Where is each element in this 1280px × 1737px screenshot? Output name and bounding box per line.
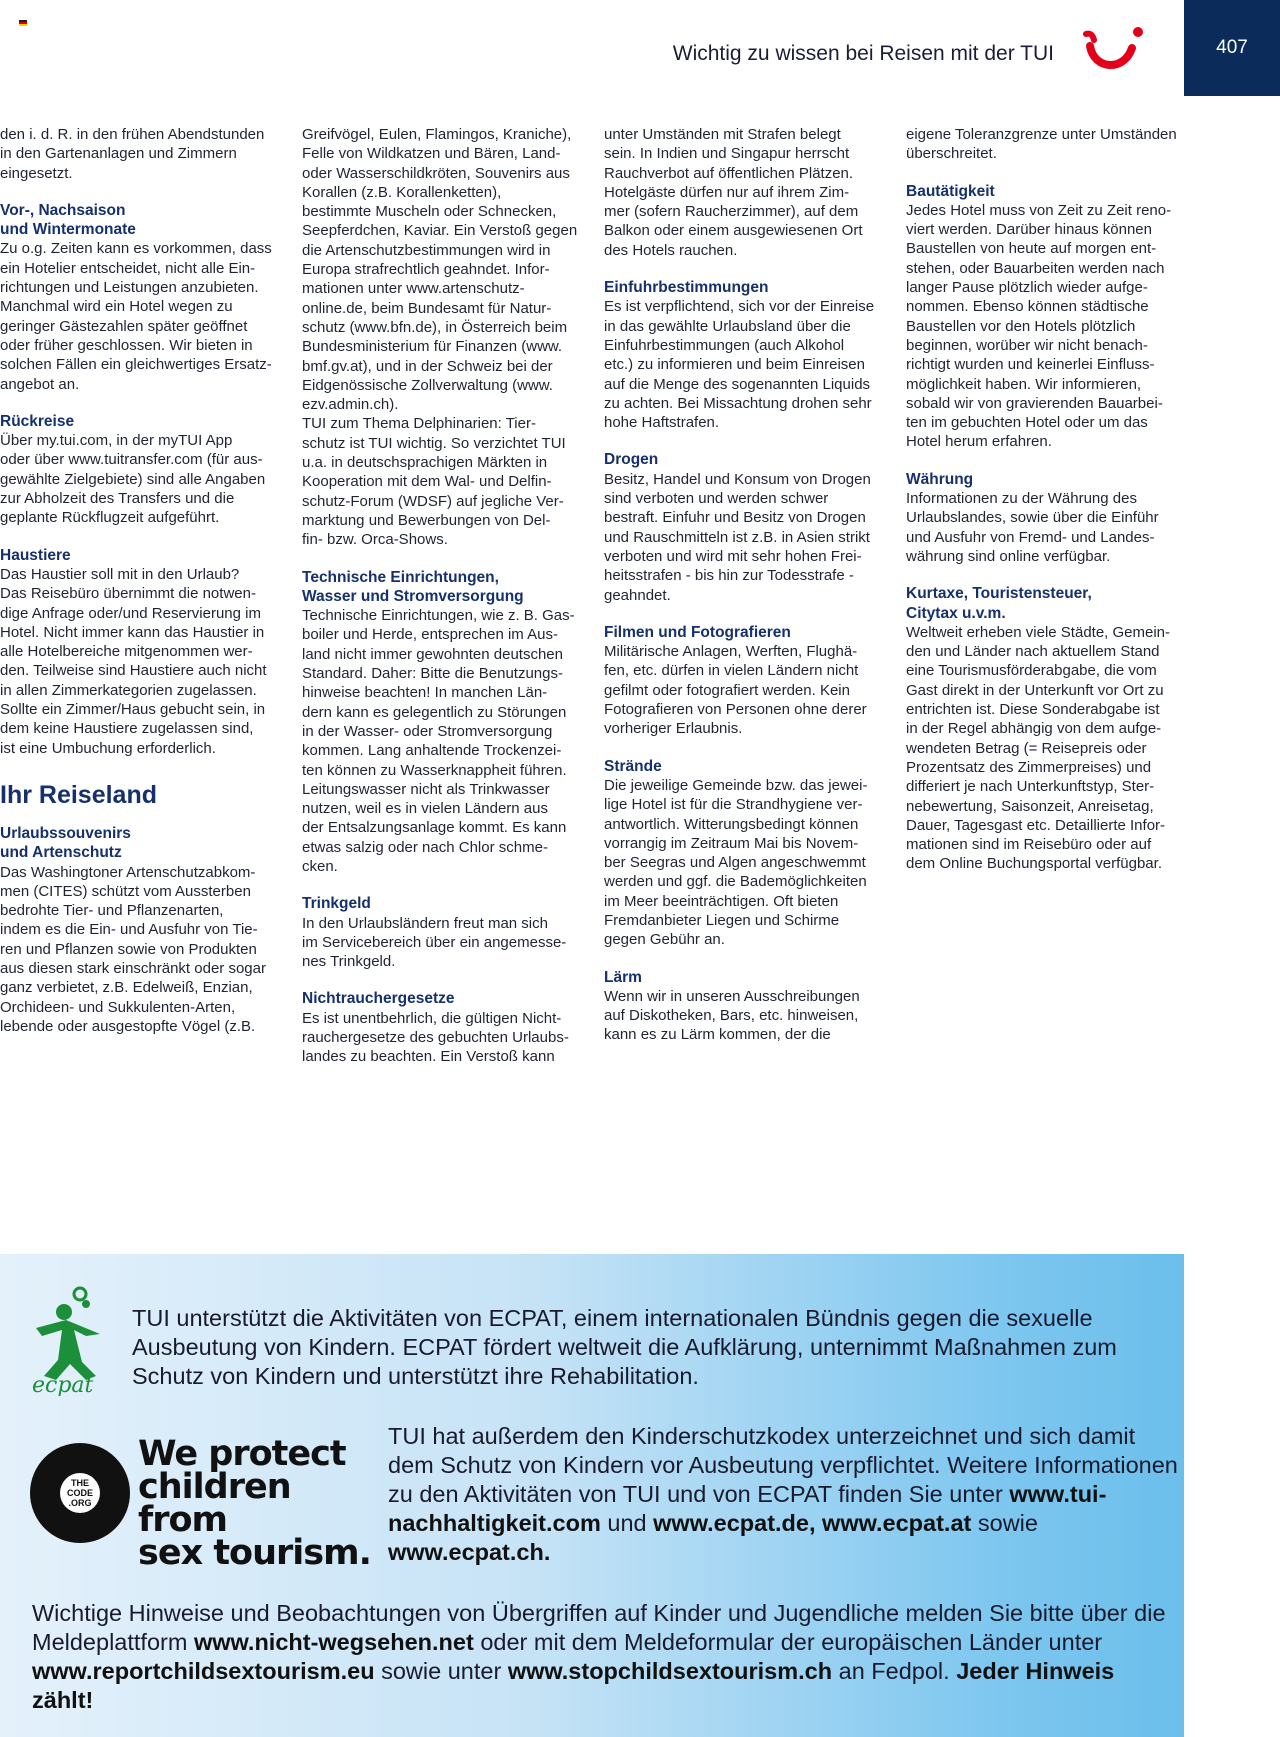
tui-logo-icon <box>1080 20 1152 80</box>
kodex-text-sowie: sowie <box>971 1510 1038 1536</box>
text-column-4 <box>906 125 1188 892</box>
meldung-hinweise-text <box>32 1599 1172 1715</box>
section-heading: Vor-, Nachsaison und Wintermonate <box>0 201 136 239</box>
page-number: 407 <box>1184 0 1280 96</box>
body-paragraph: den i. d. R. in den frühen Abendstunden in den Gartenanlagen und Zimmern eingesetzt. <box>0 126 265 182</box>
body-paragraph: Technische Einrichtungen, wie z. B. Gas- boiler und Herde, entsprechen im Aus- land nicht immer gewohnten deutschen Standard. Daher: Bitte die Benutzungs- hinweise beachten! In manchen Län- dern kann es gelegentlich zu Störungen in der Wasser- oder Stromversorgung kommen. Lang anhaltende Trockenzei- ten können zu Wasserknappheit führen. Leitungswasser nicht als Trinkwasser nutzen, weil es in vielen Ländern aus der Entsalzungsanlage kommt. Es kann etwas salzig oder nach Chlor schme- cken. <box>302 607 575 875</box>
ecpat-logo-text: ecpat <box>32 1373 94 1396</box>
section-heading: Trinkgeld <box>302 895 371 913</box>
body-paragraph: Es ist verpflichtend, sich vor der Einreise in das gewählte Urlaubsland über die Einfuhrbestimmungen (auch Alkohol etc.) zu informieren und beim Einreisen auf die Menge des sogenannten Liquids zu achten. Bei Missachtung drohen sehr hohe Haftstrafen. <box>604 298 875 432</box>
kinderschutzkodex-text <box>388 1422 1178 1567</box>
link-nicht-wegsehen[interactable]: www.nicht-wegsehen.net <box>193 1629 474 1655</box>
body-paragraph: Zu o.g. Zeiten kann es vorkommen, dass ein Hotelier entscheidet, nicht alle Ein- richtungen und Leistungen anzubieten. Manchmal wird ein Hotel wegen zu geringer Gästezahlen später geöffnet oder früher geschlossen. Wir bieten in solchen Fällen ein gleichwertiges Ersatz- angebot an. <box>0 240 272 393</box>
body-paragraph: Über my.tui.com, in der myTUI App oder über www.tuitransfer.com (für aus- gewählte Zielgebiete) sind alle Angaben zur Abholzeit des Transfers und die geplante Rückflugzeit aufgeführt. <box>0 432 266 527</box>
body-paragraph: Weltweit erheben viele Städte, Gemein- den und Länder nach aktuellem Stand eine Tourismusförderabgabe, die vom Gast direkt in der Unterkunft vor Ort zu entrichten ist. Diese Sonderabgabe ist in der Regel abhängig von dem aufge- wendeten Betrag (= Reisepreis oder Prozentsatz des Zimmerpreises) und differiert je nach Unterkunftstyp, Ster- nebewertung, Saisonzeit, Anreisetag, Dauer, Tagesgast etc. Detaillierte Infor- mationen sind im Reisebüro oder auf dem Online Buchungsportal verfügbar. <box>906 623 1171 873</box>
hinweis-text-1: Wichtige Hinweise und Beobachtungen von Übergriffen auf Kinder und Jugendliche melden Sie bitte über die Meldeplattform <box>32 1600 1166 1655</box>
body-paragraph: Wenn wir in unseren Ausschreibungen auf Diskotheken, Bars, etc. hinweisen, kann es zu Lärm kommen, der die <box>604 987 860 1044</box>
ecpat-logo-icon <box>26 1284 110 1396</box>
link-reportchildsextourism[interactable]: www.reportchildsextourism.eu <box>32 1658 375 1684</box>
body-paragraph: Das Washingtoner Artenschutzabkom- men (CITES) schützt vom Aussterben bedrohte Tier- und Pflanzenarten, indem es die Ein- und Ausfuhr von Tie- ren und Pflanzen sowie von Produkten aus diesen stark einschränkt oder sogar ganz verbietet, z.B. Edelweiß, Enzian, Orchideen- und Sukkulenten-Arten, lebende oder ausgestopfte Vögel (z.B. <box>0 863 266 1035</box>
section-heading: Urlaubssouvenirs und Artenschutz <box>0 824 131 862</box>
section-heading: Kurtaxe, Touristensteuer, Citytax u.v.m. <box>906 585 1092 622</box>
body-paragraph: Greifvögel, Eulen, Flamingos, Kraniche), Felle von Wildkatzen und Bären, Land- oder Wasserschildkröten, Souvenirs aus Korallen (z.B. Korallenketten), bestimmte Muscheln oder Schnecken, Seepferdchen, Kaviar. Ein Verstoß gegen die Artenschutzbestimmungen wird in Europa strafrechtlich geahndet. Infor- mationen unter www.artenschutz- online.de, beim Bundesamt für Natur- schutz (www.bfn.de), in Österreich beim Bundesministerium für Finanzen (www. bmf.gv.at), und in der Schweiz bei der Eidgenössische Zollverwaltung (www. ezv.admin.ch). TUI zum Thema Delphinarien: Tier- schutz ist TUI wichtig. So verzichtet TUI u.a. in deutschsprachigen Märkten in Kooperation mit dem Wal- und Delfin- schutz-Forum (WDSF) auf jegliche Ver- marktung und Bewerbungen von Del- fin- bzw. Orca-Shows. <box>302 126 578 549</box>
section-heading: Einfuhrbestimmungen <box>604 279 769 297</box>
hinweis-text-3: sowie unter <box>374 1658 508 1684</box>
slogan-line-1: We protect <box>138 1434 346 1474</box>
body-paragraph: unter Umständen mit Strafen belegt sein. In Indien und Singapur herrscht Rauchverbot auf öffentlichen Plätzen. Hotelgäste dürfen nur auf ihrem Zim- mer (sofern Raucherzimmer), auf dem Balkon oder einem ausgewiesenen Ort des Hotels rauchen. <box>604 126 863 259</box>
jeder-hinweis-zaehlt: Jeder Hinweis zählt! <box>32 1658 1115 1713</box>
section-heading: Nichtrauchergesetze <box>302 990 455 1008</box>
link-ecpat-ch[interactable]: www.ecpat.ch. <box>388 1539 551 1565</box>
code-logo-line-1: THE <box>71 1478 89 1488</box>
section-heading: Strände <box>604 757 662 775</box>
link-ecpat-de-at[interactable]: www.ecpat.de, www.ecpat.at <box>653 1510 972 1536</box>
ecpat-intro-text: TUI unterstützt die Aktivitäten von ECPAT, einem internationalen Bündnis gegen die sexuelle Ausbeutung von Kindern. ECPAT fördert weltweit die Aufklärung, unternimmt Maßnahmen zum Schutz von Kindern und unterstützt ihre Rehabilitation. <box>132 1305 1117 1389</box>
link-tui-nachhaltigkeit[interactable]: www.tui-nachhaltigkeit.com <box>388 1481 1107 1536</box>
we-protect-slogan <box>138 1434 378 1573</box>
kodex-text-1: TUI hat außerdem den Kinderschutzkodex unterzeichnet und sich damit dem Schutz von Kindern vor Ausbeutung verpflichtet. Weitere Informationen zu den Aktivitäten von TUI und von ECPAT finden Sie unter <box>388 1423 1178 1507</box>
code-logo-line-2: CODE <box>66 1488 93 1498</box>
body-paragraph: Jedes Hotel muss von Zeit zu Zeit reno- viert werden. Darüber hinaus können Baustellen von heute auf morgen ent- stehen, oder Bauarbeiten werden nach langer Pause plötzlich wieder aufge- nommen. Ebenso können städtische Baustellen vor den Hotels plötzlich beginnen, worüber wir nicht benach- richtigt wurden und keinerlei Einfluss- möglichkeit haben. Wir informieren, sobald wir von gravierenden Bauarbei- ten im gebuchten Hotel oder um das Hotel herum erfahren. <box>906 201 1172 451</box>
section-heading: Haustiere <box>0 546 71 564</box>
body-paragraph: Es ist unentbehrlich, die gültigen Nicht- rauchergesetze des gebuchten Urlaubs- landes zu beachten. Ein Verstoß kann <box>302 1009 569 1066</box>
body-paragraph: Die jeweilige Gemeinde bzw. das jewei- lige Hotel ist für die Strandhygiene ver- antwortlich. Witterungsbedingt können vorrangig im Zeitraum Mai bis Novem- ber Seegras und Algen angeschwemmt werden und ggf. die Bademöglichkeiten im Meer beeinträchtigen. Oft bieten Fremdanbieter Liegen und Schirme gegen Gebühr an. <box>604 776 868 949</box>
section-heading: Bautätigkeit <box>906 182 995 200</box>
section-heading: Technische Einrichtungen, Wasser und Stromversorgung <box>302 568 524 605</box>
body-paragraph: Militärische Anlagen, Werften, Flughä- fen, etc. dürfen in vielen Ländern nicht gefilmt oder fotografiert werden. Kein Fotografieren von Personen ohne derer vorheriger Erlaubnis. <box>604 643 867 738</box>
section-heading: Drogen <box>604 451 659 469</box>
section-heading: Lärm <box>604 968 642 986</box>
page-header-title: Wichtig zu wissen bei Reisen mit der TUI <box>672 42 1054 65</box>
body-paragraph: Informationen zu der Währung des Urlaubslandes, sowie über die Einführ und Ausfuhr von Fremd- und Landes- währung sind online verfügbar. <box>906 490 1159 565</box>
section-heading: Filmen und Fotografieren <box>604 623 791 641</box>
text-column-1 <box>0 125 282 1054</box>
the-code-logo <box>30 1443 130 1543</box>
slogan-line-2: children from <box>138 1467 291 1540</box>
code-logo-line-3: .ORG <box>68 1498 92 1508</box>
body-paragraph: In den Urlaubsländern freut man sich im Servicebereich über ein angemesse- nes Trinkgeld. <box>302 914 567 971</box>
slogan-line-3: sex tourism. <box>138 1533 371 1573</box>
language-flag-icon <box>19 20 27 26</box>
section-heading: Währung <box>906 470 974 488</box>
body-paragraph: eigene Toleranzgrenze unter Umständen überschreitet. <box>906 126 1177 163</box>
hinweis-text-2: oder mit dem Meldeformular der europäischen Länder unter <box>473 1629 1103 1655</box>
body-paragraph: Besitz, Handel und Konsum von Drogen sind verboten und werden schwer bestraft. Einfuhr und Besitz von Drogen und Rauschmitteln ist z.B. in Asien strikt verboten und wird mit sehr hohen Frei- heitsstrafen - bis hin zur Todesstrafe - geahndet. <box>604 470 871 604</box>
section-heading: Rückreise <box>0 412 75 430</box>
hinweis-text-4: an Fedpol. <box>832 1658 957 1684</box>
text-column-3 <box>604 125 886 1063</box>
text-column-2 <box>302 125 584 1085</box>
kodex-text-and: und <box>600 1510 654 1536</box>
link-stopchildsextourism[interactable]: www.stopchildsextourism.ch <box>507 1658 833 1684</box>
chapter-heading: Ihr Reiseland <box>0 780 157 809</box>
body-paragraph: Das Haustier soll mit in den Urlaub? Das Reisebüro übernimmt die notwen- dige Anfrage oder/und Reservierung im Hotel. Nicht immer kann das Haustier in alle Hotelbereiche mitgenommen wer- den. Teilweise sind Haustiere auch nicht in allen Zimmerkategorien zugelassen. Sollte ein Zimmer/Haus gebucht sein, in dem keine Haustiere zugelassen sind, ist eine Umbuchung erforderlich. <box>0 565 267 757</box>
